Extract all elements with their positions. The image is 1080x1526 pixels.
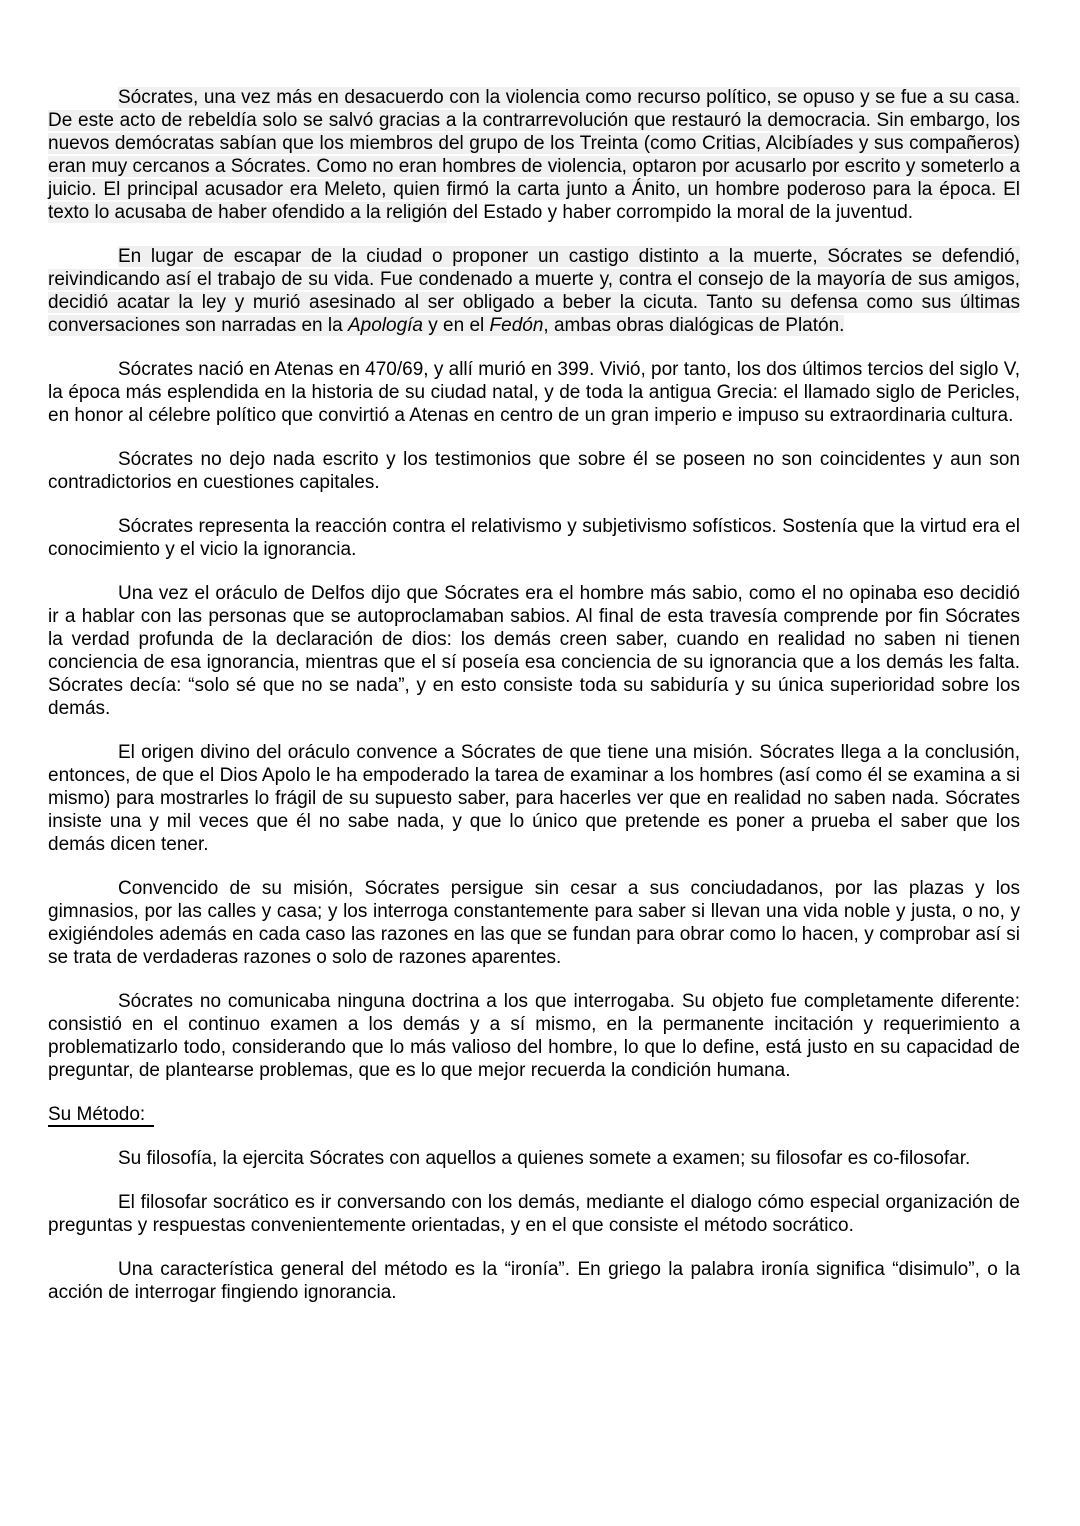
paragraph-divine-mission: [48, 741, 1020, 856]
paragraph-text: El origen divino del oráculo convence a Sócrates de que tiene una misión. Sócrates llega a la conclusión, entonces, de que el Dios Apolo le ha empoderado la tarea de examinar a los hombres (así como él se examina a si mismo) para mostrarles lo frágil de su supuesto saber, para hacerles ver que en realidad no saben nada. Sócrates insiste una y mil veces que él no sabe nada, y que lo único que pretende es poner a prueba el saber que los demás dicen tener.: [48, 742, 1020, 855]
paragraph-questioning-citizens: [48, 877, 1020, 969]
heading-underlined-text: Su Método:: [48, 1104, 154, 1127]
italic-title-apologia: Apología: [347, 315, 423, 336]
paragraph-text: Sócrates nació en Atenas en 470/69, y allí murió en 399. Vivió, por tanto, los dos últimos tercios del siglo V, la época más esplendida en la historia de su ciudad natal, y de toda la antigua Grecia: el llamado siglo de Pericles, en honor al célebre político que convirtió a Atenas en centro de un gran imperio e impuso su extraordinaria cultura.: [48, 359, 1020, 426]
paragraph-text: Una vez el oráculo de Delfos dijo que Sócrates era el hombre más sabio, como el no opinaba eso decidió ir a hablar con las personas que se autoproclamaban sabios. Al final de esta travesía comprende por fin Sócrates la verdad profunda de la declaración de dios: los demás creen saber, cuando en realidad no saben ni tienen conciencia de esa ignorancia, mientras que el sí poseía esa conciencia de su ignorancia que a los demás les falta. Sócrates decía: “solo sé que no se nada”, y en esto consiste toda su sabiduría y su única superioridad sobre los demás.: [48, 583, 1020, 719]
paragraph-reaction-relativism: [48, 515, 1020, 561]
paragraph-no-doctrine: [48, 990, 1020, 1082]
paragraph-text: En lugar de escapar de la ciudad o proponer un castigo distinto a la muerte, Sócrates se defendió, reivindicando así el trabajo de su vida. Fue condenado a muerte y, contra el consejo de la mayoría de sus amigos, decidió acatar la ley y murió asesinado al ser obligado a beber la cicuta. Tanto su defensa como sus últimas conversaciones son narradas en la: [48, 246, 1020, 336]
paragraph-text: del Estado y haber corrompido la moral de la juventud.: [447, 202, 914, 223]
paragraph-ironia: [48, 1258, 1020, 1304]
paragraph-text: Sócrates representa la reacción contra el relativismo y subjetivismo sofísticos. Sostenía que la virtud era el conocimiento y el vicio la ignorancia.: [48, 516, 1020, 560]
paragraph-defense-death: [48, 245, 1020, 337]
highlighted-text: [48, 246, 1020, 336]
paragraph-no-writings: [48, 448, 1020, 494]
paragraph-co-filosofar: [48, 1147, 1020, 1170]
paragraph-text: El filosofar socrático es ir conversando con los demás, mediante el dialogo cómo especial organización de preguntas y respuestas convenientemente orientadas, y en el que consiste el método socrático.: [48, 1192, 1020, 1236]
paragraph-text: , ambas obras dialógicas de Platón.: [543, 315, 845, 336]
paragraph-metodo-socratico: [48, 1191, 1020, 1237]
paragraph-text: Una característica general del método es la “ironía”. En griego la palabra ironía significa “disimulo”, o la acción de interrogar fingiendo ignorancia.: [48, 1259, 1020, 1303]
paragraph-text: Su filosofía, la ejercita Sócrates con aquellos a quienes somete a examen; su filosofar es co-filosofar.: [118, 1148, 971, 1169]
paragraph-text: Sócrates no comunicaba ninguna doctrina a los que interrogaba. Su objeto fue completamente diferente: consistió en el continuo examen a los demás y a sí mismo, en la permanente incitación y requerimiento a problematizarlo todo, considerando que lo más valioso del hombre, lo que lo define, está justo en su capacidad de preguntar, de plantearse problemas, que es lo que mejor recuerda la condición humana.: [48, 991, 1020, 1081]
paragraph-text: Sócrates no dejo nada escrito y los testimonios que sobre él se poseen no son coincidentes y aun son contradictorios en cuestiones capitales.: [48, 449, 1020, 493]
paragraph-socrates-trial: [48, 86, 1020, 224]
paragraph-birth-athens: [48, 358, 1020, 427]
italic-title-fedon: Fedón: [489, 315, 544, 336]
paragraph-text: y en el: [422, 315, 490, 336]
paragraph-oracle-delfos: [48, 582, 1020, 720]
highlighted-text: Sócrates, una vez más en desacuerdo con la violencia como recurso político, se opuso y se fue a su casa. De este acto de rebeldía solo se salvó gracias a la contrarrevolución que restauró la democracia. Sin embargo, los nuevos demócratas sabían que los miembros del grupo de los Treinta (como Critias, Alcibíades y sus compañeros) eran muy cercanos a Sócrates. Como no eran hombres de violencia, optaron por acusarlo por escrito y someterlo a juicio. El principal acusador era Meleto, quien firmó la carta junto a Ánito, un hombre poderoso para la época. El texto lo acusaba de haber ofendido a la religión: [48, 87, 1020, 223]
section-heading-su-metodo: [48, 1103, 1020, 1126]
paragraph-text: Convencido de su misión, Sócrates persigue sin cesar a sus conciudadanos, por las plazas y los gimnasios, por las calles y casa; y los interroga constantemente para saber si llevan una vida noble y justa, o no, y exigiéndoles además en cada caso las razones en las que se fundan para obrar como lo hacen, y comprobar así si se trata de verdaderas razones o solo de razones aparentes.: [48, 878, 1020, 968]
document-body: [48, 86, 1020, 1304]
